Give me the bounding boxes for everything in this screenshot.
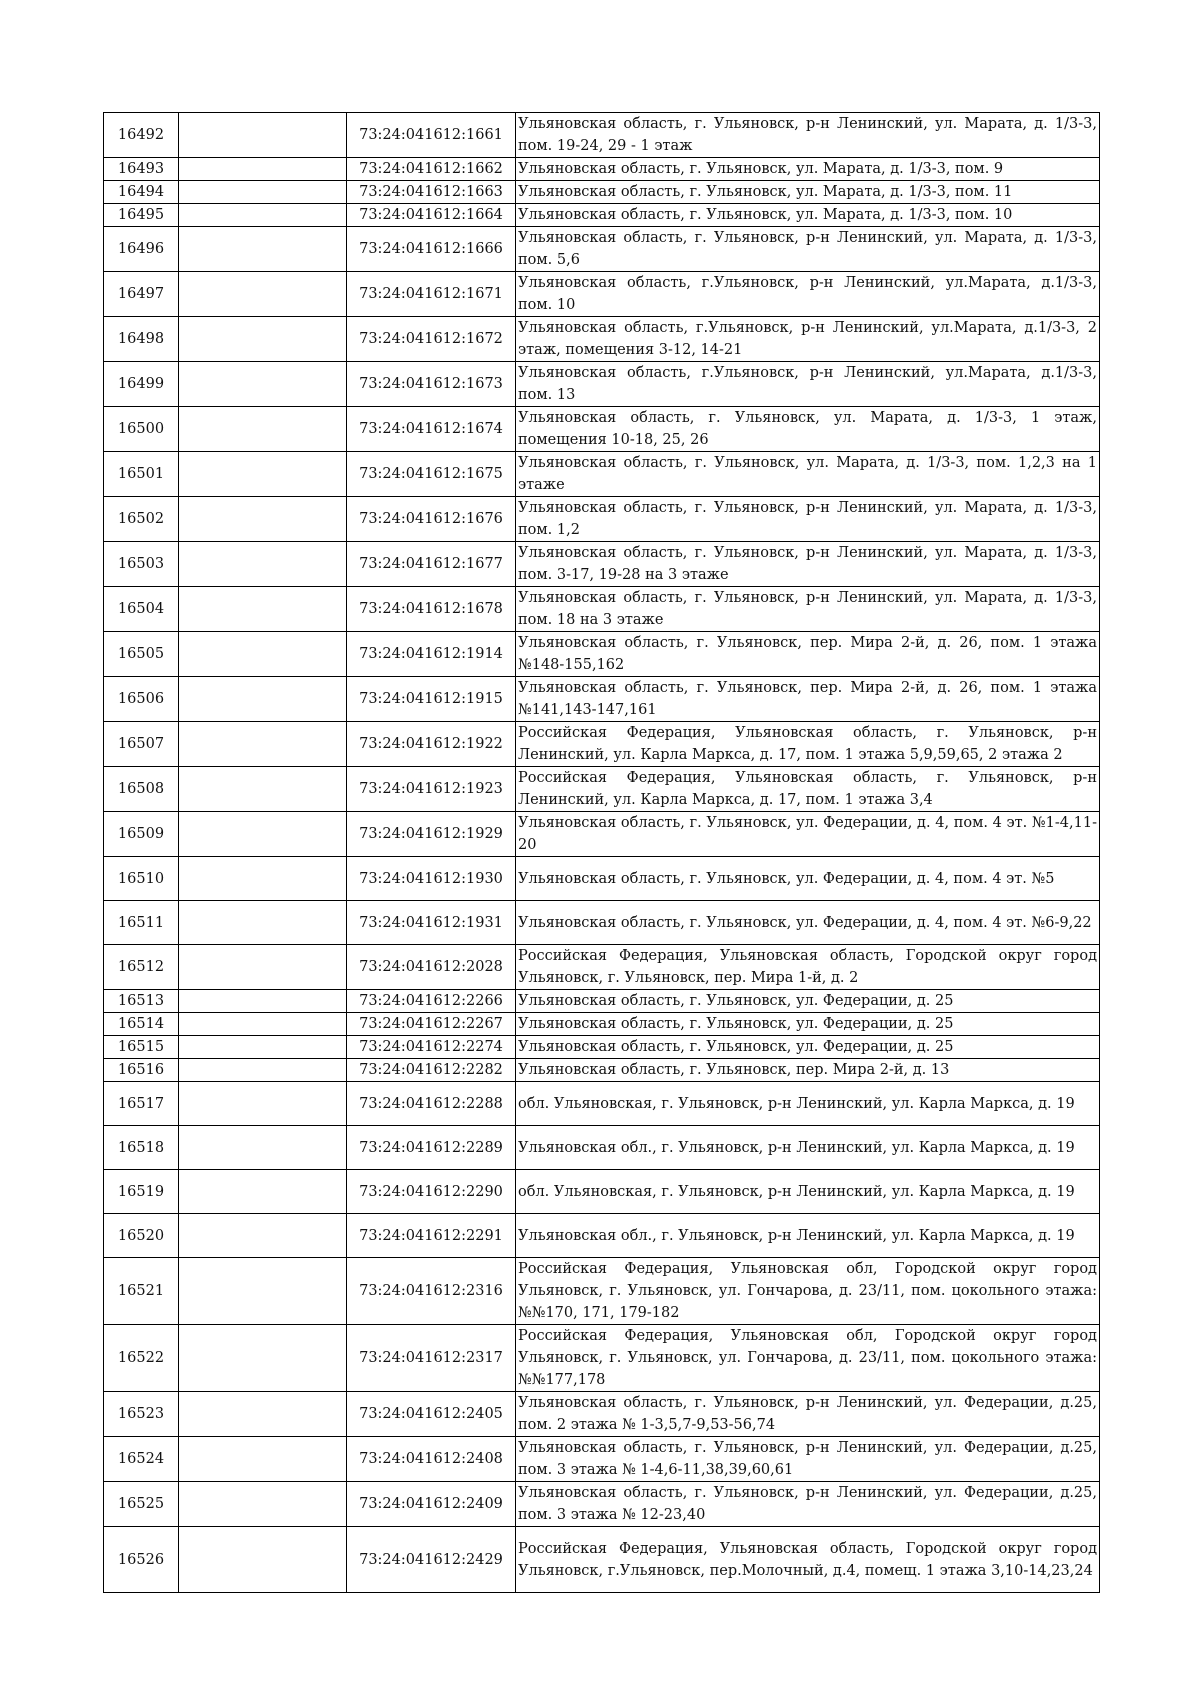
row-number-cell: 16508 [104,767,179,812]
empty-cell [179,632,347,677]
empty-cell [179,990,347,1013]
row-number-cell: 16494 [104,181,179,204]
address-cell: Ульяновская область, г. Ульяновск, пер. Мира 2-й, д. 26, пом. 1 этажа №141,143-147,161 [516,677,1100,722]
row-number-cell: 16525 [104,1482,179,1527]
table-row [104,857,1100,901]
table-row [104,767,1100,812]
table-row [104,407,1100,452]
address-cell: Ульяновская область, г.Ульяновск, р-н Ленинский, ул.Марата, д.1/3-3, пом. 13 [516,362,1100,407]
row-number-cell: 16511 [104,901,179,945]
empty-cell [179,227,347,272]
cadastral-number-cell: 73:24:041612:2405 [347,1392,516,1437]
table-row [104,497,1100,542]
table-row [104,362,1100,407]
row-number-cell: 16513 [104,990,179,1013]
table-row [104,113,1100,158]
empty-cell [179,901,347,945]
address-cell: Ульяновская область, г.Ульяновск, р-н Ленинский, ул.Марата, д.1/3-3, 2 этаж, помещения 3-12, 14-21 [516,317,1100,362]
table-row [104,1013,1100,1036]
table-row [104,1126,1100,1170]
empty-cell [179,113,347,158]
cadastral-number-cell: 73:24:041612:1672 [347,317,516,362]
address-cell: Ульяновская область, г. Ульяновск, ул. Федерации, д. 4, пом. 4 эт. №6-9,22 [516,901,1100,945]
address-cell: обл. Ульяновская, г. Ульяновск, р-н Ленинский, ул. Карла Маркса, д. 19 [516,1170,1100,1214]
table-row [104,587,1100,632]
row-number-cell: 16524 [104,1437,179,1482]
address-cell: Ульяновская область, г. Ульяновск, ул. Федерации, д. 25 [516,1013,1100,1036]
row-number-cell: 16495 [104,204,179,227]
address-cell: Ульяновская область, г.Ульяновск, р-н Ленинский, ул.Марата, д.1/3-3, пом. 10 [516,272,1100,317]
table-row [104,812,1100,857]
address-cell: Российская Федерация, Ульяновская область, Городской округ город Ульяновск, г. Ульяновск, пер. Мира 1-й, д. 2 [516,945,1100,990]
empty-cell [179,181,347,204]
empty-cell [179,362,347,407]
cadastral-number-cell: 73:24:041612:1914 [347,632,516,677]
table-row [104,1059,1100,1082]
address-cell: Российская Федерация, Ульяновская область, г. Ульяновск, р-н Ленинский, ул. Карла Маркса, д. 17, пом. 1 этажа 3,4 [516,767,1100,812]
empty-cell [179,1082,347,1126]
row-number-cell: 16519 [104,1170,179,1214]
cadastral-number-cell: 73:24:041612:2274 [347,1036,516,1059]
address-cell: Ульяновская область, г. Ульяновск, ул. Федерации, д. 25 [516,1036,1100,1059]
address-cell: Российская Федерация, Ульяновская область, Городской округ город Ульяновск, г.Ульяновск, пер.Молочный, д.4, помещ. 1 этажа 3,10-14,23,24 [516,1527,1100,1593]
address-cell: Ульяновская область, г. Ульяновск, ул. Марата, д. 1/3-3, пом. 1,2,3 на 1 этаже [516,452,1100,497]
empty-cell [179,1482,347,1527]
empty-cell [179,1036,347,1059]
row-number-cell: 16493 [104,158,179,181]
empty-cell [179,945,347,990]
cadastral-number-cell: 73:24:041612:1666 [347,227,516,272]
empty-cell [179,677,347,722]
row-number-cell: 16497 [104,272,179,317]
address-cell: Ульяновская область, г. Ульяновск, ул. Марата, д. 1/3-3, пом. 10 [516,204,1100,227]
cadastral-number-cell: 73:24:041612:2289 [347,1126,516,1170]
empty-cell [179,1392,347,1437]
empty-cell [179,587,347,632]
empty-cell [179,317,347,362]
address-cell: Ульяновская область, г. Ульяновск, р-н Ленинский, ул. Марата, д. 1/3-3, пом. 19-24, 29 - 1 этаж [516,113,1100,158]
address-cell: Российская Федерация, Ульяновская обл, Городской округ город Ульяновск, г. Ульяновск, ул. Гончарова, д. 23/11, пом. цокольного этажа: №№170, 171, 179-182 [516,1258,1100,1325]
empty-cell [179,1325,347,1392]
table-row [104,1392,1100,1437]
address-cell: Ульяновская область, г. Ульяновск, р-н Ленинский, ул. Федерации, д.25, пом. 3 этажа № 1-4,6-11,38,39,60,61 [516,1437,1100,1482]
cadastral-number-cell: 73:24:041612:2266 [347,990,516,1013]
empty-cell [179,497,347,542]
cadastral-number-cell: 73:24:041612:1664 [347,204,516,227]
table-row [104,452,1100,497]
empty-cell [179,1437,347,1482]
empty-cell [179,1013,347,1036]
empty-cell [179,857,347,901]
registry-table-body [104,113,1100,1593]
table-row [104,542,1100,587]
cadastral-number-cell: 73:24:041612:1671 [347,272,516,317]
address-cell: Российская Федерация, Ульяновская обл, Городской округ город Ульяновск, г. Ульяновск, ул. Гончарова, д. 23/11, пом. цокольного этажа: №№177,178 [516,1325,1100,1392]
address-cell: Ульяновская область, г. Ульяновск, пер. Мира 2-й, д. 26, пом. 1 этажа №148-155,162 [516,632,1100,677]
empty-cell [179,407,347,452]
table-row [104,990,1100,1013]
cadastral-number-cell: 73:24:041612:2291 [347,1214,516,1258]
table-row [104,1527,1100,1593]
row-number-cell: 16504 [104,587,179,632]
table-row [104,1437,1100,1482]
empty-cell [179,204,347,227]
cadastral-number-cell: 73:24:041612:2429 [347,1527,516,1593]
cadastral-number-cell: 73:24:041612:1663 [347,181,516,204]
empty-cell [179,1126,347,1170]
address-cell: Ульяновская обл., г. Ульяновск, р-н Ленинский, ул. Карла Маркса, д. 19 [516,1214,1100,1258]
address-cell: Ульяновская область, г. Ульяновск, р-н Ленинский, ул. Федерации, д.25, пом. 2 этажа № 1-3,5,7-9,53-56,74 [516,1392,1100,1437]
address-cell: Ульяновская область, г. Ульяновск, ул. Федерации, д. 25 [516,990,1100,1013]
empty-cell [179,272,347,317]
cadastral-number-cell: 73:24:041612:2282 [347,1059,516,1082]
row-number-cell: 16496 [104,227,179,272]
cadastral-number-cell: 73:24:041612:1678 [347,587,516,632]
row-number-cell: 16515 [104,1036,179,1059]
cadastral-number-cell: 73:24:041612:1662 [347,158,516,181]
table-row [104,1214,1100,1258]
empty-cell [179,542,347,587]
row-number-cell: 16500 [104,407,179,452]
row-number-cell: 16520 [104,1214,179,1258]
cadastral-number-cell: 73:24:041612:1661 [347,113,516,158]
address-cell: Ульяновская область, г. Ульяновск, р-н Ленинский, ул. Марата, д. 1/3-3, пом. 3-17, 19-28 на 3 этаже [516,542,1100,587]
cadastral-number-cell: 73:24:041612:1675 [347,452,516,497]
row-number-cell: 16505 [104,632,179,677]
address-cell: Ульяновская область, г. Ульяновск, р-н Ленинский, ул. Марата, д. 1/3-3, пом. 1,2 [516,497,1100,542]
cadastral-number-cell: 73:24:041612:1930 [347,857,516,901]
empty-cell [179,1059,347,1082]
cadastral-number-cell: 73:24:041612:2408 [347,1437,516,1482]
table-row [104,158,1100,181]
address-cell: Ульяновская область, г. Ульяновск, ул. Марата, д. 1/3-3, пом. 9 [516,158,1100,181]
row-number-cell: 16501 [104,452,179,497]
cadastral-number-cell: 73:24:041612:2267 [347,1013,516,1036]
row-number-cell: 16526 [104,1527,179,1593]
empty-cell [179,1170,347,1214]
table-row [104,1170,1100,1214]
row-number-cell: 16522 [104,1325,179,1392]
empty-cell [179,452,347,497]
table-row [104,632,1100,677]
row-number-cell: 16503 [104,542,179,587]
address-cell: Ульяновская область, г. Ульяновск, ул. Марата, д. 1/3-3, пом. 11 [516,181,1100,204]
row-number-cell: 16506 [104,677,179,722]
cadastral-number-cell: 73:24:041612:1674 [347,407,516,452]
cadastral-number-cell: 73:24:041612:2317 [347,1325,516,1392]
row-number-cell: 16499 [104,362,179,407]
cadastral-number-cell: 73:24:041612:1931 [347,901,516,945]
cadastral-number-cell: 73:24:041612:1677 [347,542,516,587]
empty-cell [179,722,347,767]
table-row [104,1325,1100,1392]
cadastral-number-cell: 73:24:041612:1922 [347,722,516,767]
cadastral-number-cell: 73:24:041612:1676 [347,497,516,542]
cadastral-number-cell: 73:24:041612:1915 [347,677,516,722]
empty-cell [179,158,347,181]
empty-cell [179,1527,347,1593]
cadastral-number-cell: 73:24:041612:1923 [347,767,516,812]
cadastral-number-cell: 73:24:041612:2316 [347,1258,516,1325]
address-cell: Ульяновская область, г. Ульяновск, р-н Ленинский, ул. Федерации, д.25, пом. 3 этажа № 12-23,40 [516,1482,1100,1527]
address-cell: Ульяновская область, г. Ульяновск, ул. Марата, д. 1/3-3, 1 этаж, помещения 10-18, 25, 26 [516,407,1100,452]
empty-cell [179,812,347,857]
address-cell: Ульяновская область, г. Ульяновск, р-н Ленинский, ул. Марата, д. 1/3-3, пом. 5,6 [516,227,1100,272]
row-number-cell: 16502 [104,497,179,542]
row-number-cell: 16512 [104,945,179,990]
row-number-cell: 16510 [104,857,179,901]
row-number-cell: 16518 [104,1126,179,1170]
row-number-cell: 16523 [104,1392,179,1437]
table-row [104,272,1100,317]
cadastral-number-cell: 73:24:041612:2288 [347,1082,516,1126]
table-row [104,317,1100,362]
empty-cell [179,1214,347,1258]
table-row [104,945,1100,990]
address-cell: Ульяновская обл., г. Ульяновск, р-н Ленинский, ул. Карла Маркса, д. 19 [516,1126,1100,1170]
address-cell: обл. Ульяновская, г. Ульяновск, р-н Ленинский, ул. Карла Маркса, д. 19 [516,1082,1100,1126]
row-number-cell: 16517 [104,1082,179,1126]
table-row [104,677,1100,722]
table-row [104,722,1100,767]
cadastral-number-cell: 73:24:041612:1929 [347,812,516,857]
address-cell: Российская Федерация, Ульяновская область, г. Ульяновск, р-н Ленинский, ул. Карла Маркса, д. 17, пом. 1 этажа 5,9,59,65, 2 этажа 2 [516,722,1100,767]
address-cell: Ульяновская область, г. Ульяновск, р-н Ленинский, ул. Марата, д. 1/3-3, пом. 18 на 3 этаже [516,587,1100,632]
row-number-cell: 16492 [104,113,179,158]
empty-cell [179,1258,347,1325]
row-number-cell: 16509 [104,812,179,857]
table-row [104,227,1100,272]
address-cell: Ульяновская область, г. Ульяновск, пер. Мира 2-й, д. 13 [516,1059,1100,1082]
table-row [104,1082,1100,1126]
empty-cell [179,767,347,812]
table-row [104,181,1100,204]
cadastral-registry-table [103,112,1100,1593]
cadastral-number-cell: 73:24:041612:1673 [347,362,516,407]
table-row [104,901,1100,945]
row-number-cell: 16516 [104,1059,179,1082]
table-row [104,204,1100,227]
address-cell: Ульяновская область, г. Ульяновск, ул. Федерации, д. 4, пом. 4 эт. №5 [516,857,1100,901]
table-row [104,1258,1100,1325]
row-number-cell: 16498 [104,317,179,362]
row-number-cell: 16507 [104,722,179,767]
cadastral-number-cell: 73:24:041612:2028 [347,945,516,990]
row-number-cell: 16521 [104,1258,179,1325]
table-row [104,1036,1100,1059]
cadastral-number-cell: 73:24:041612:2290 [347,1170,516,1214]
row-number-cell: 16514 [104,1013,179,1036]
table-row [104,1482,1100,1527]
address-cell: Ульяновская область, г. Ульяновск, ул. Федерации, д. 4, пом. 4 эт. №1-4,11-20 [516,812,1100,857]
cadastral-number-cell: 73:24:041612:2409 [347,1482,516,1527]
